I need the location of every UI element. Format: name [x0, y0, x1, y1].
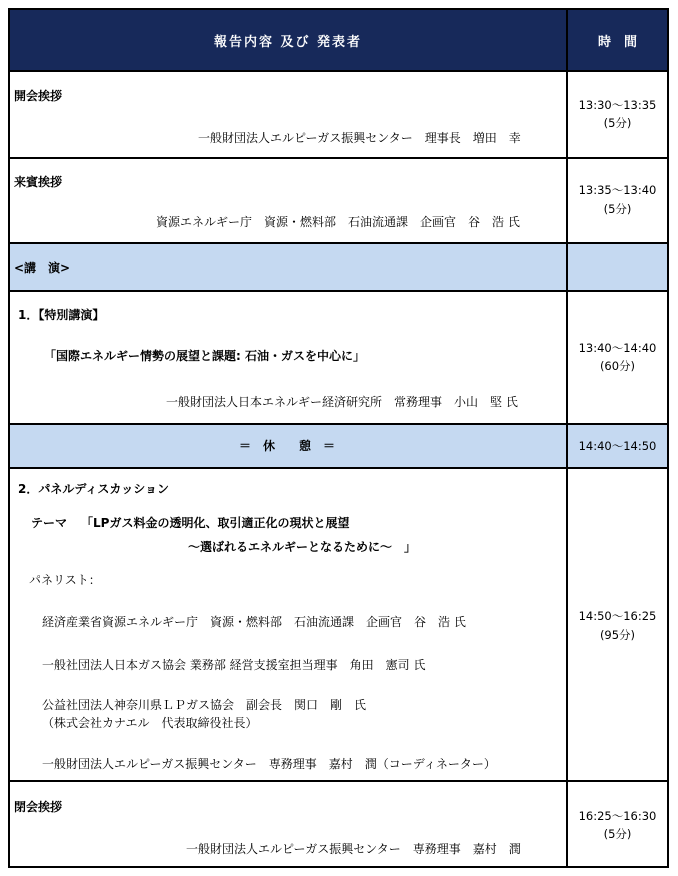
row-closing — [10, 782, 667, 866]
break-time: 14:40～14:50 — [578, 439, 657, 453]
panel-theme-line2: ～選ばれるエネルギーとなるために～ 」 — [188, 540, 417, 554]
panelists-label: パネリスト： — [29, 573, 101, 587]
closing-duration: (5分) — [603, 827, 632, 841]
panelist-3: 公益社団法人神奈川県ＬＰガス協会 副会長 関口 剛 氏 — [42, 698, 367, 712]
program-table — [8, 8, 669, 868]
panel-theme-line1: 「LPガス料金の透明化、取引適正化の現状と展望 — [81, 516, 350, 530]
row-opening — [10, 72, 667, 159]
panelist-2: 一般社団法人日本ガス協会 業務部 経営支援室担当理事 角田 憲司 氏 — [42, 658, 426, 672]
guest-speaker: 資源エネルギー庁 資源・燃料部 石油流通課 企画官 谷 浩 氏 — [156, 215, 520, 229]
header-content: 報告内容 及び 発表者 — [213, 34, 363, 50]
table-header — [10, 10, 667, 72]
opening-duration: (5分) — [603, 116, 632, 130]
panel-theme-label: テーマ — [31, 516, 68, 530]
panel-duration: (95分) — [599, 628, 636, 642]
panelist-1: 経済産業省資源エネルギー庁 資源・燃料部 石油流通課 企画官 谷 浩 氏 — [42, 615, 466, 629]
header-time: 時 間 — [597, 34, 637, 50]
lecture1-time: 13:40～14:40 — [578, 341, 657, 355]
opening-title: 開会挨拶 — [14, 89, 63, 103]
lecture1-speaker: 一般財団法人日本エネルギー経済研究所 常務理事 小山 堅 氏 — [166, 395, 518, 409]
panelist-3-affiliation: （株式会社カナエル 代表取締役社長） — [42, 716, 258, 730]
guest-time: 13:35～13:40 — [578, 183, 657, 197]
row-lecture-1 — [10, 292, 667, 425]
lecture-section-title: <講 演> — [14, 261, 71, 275]
opening-speaker: 一般財団法人エルピーガス振興センター 理事長 増田 幸 — [198, 131, 521, 145]
row-break — [10, 425, 667, 469]
row-panel — [10, 469, 667, 782]
lecture1-number: 1．【特別講演】 — [18, 308, 105, 322]
lecture1-duration: (60分) — [599, 359, 636, 373]
break-title: ＝ 休 憩 ＝ — [239, 439, 336, 453]
row-guest — [10, 159, 667, 244]
row-lecture-section — [10, 244, 667, 292]
guest-duration: (5分) — [603, 202, 632, 216]
closing-time: 16:25～16:30 — [578, 809, 657, 823]
panel-number: 2．パネルディスカッション — [18, 482, 170, 496]
lecture1-topic: 「国際エネルギー情勢の展望と課題: 石油・ガスを中心に」 — [44, 349, 365, 363]
opening-time: 13:30～13:35 — [578, 98, 657, 112]
guest-title: 来賓挨拶 — [14, 175, 63, 189]
closing-speaker: 一般財団法人エルピーガス振興センター 専務理事 嘉村 潤 — [186, 842, 521, 856]
panel-time: 14:50～16:25 — [578, 609, 657, 623]
panelist-4: 一般財団法人エルピーガス振興センター 専務理事 嘉村 潤（コーディネーター） — [42, 757, 496, 771]
closing-title: 閉会挨拶 — [14, 800, 63, 814]
